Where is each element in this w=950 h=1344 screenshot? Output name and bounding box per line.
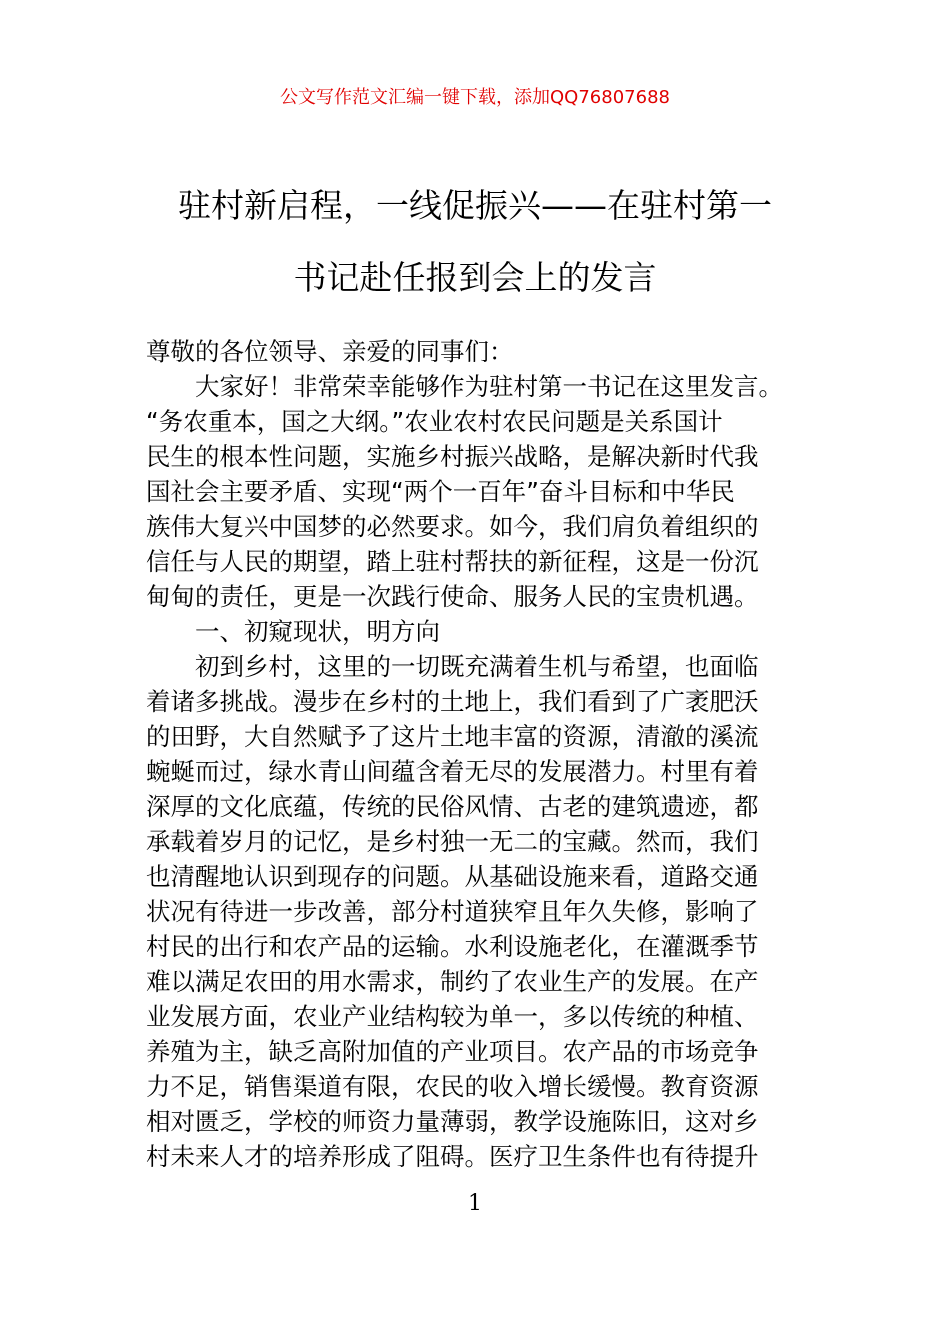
body-line: 大家好！非常荣幸能够作为驻村第一书记在这里发言。 [195,372,783,401]
section-heading: 一、初窥现状，明方向 [195,617,440,646]
body-line: 的田野，大自然赋予了这片土地丰富的资源，清澈的溪流 [146,722,759,751]
body-line: 也清醒地认识到现存的问题。从基础设施来看，道路交通 [146,862,759,891]
body-line: 村未来人才的培养形成了阻碍。医疗卫生条件也有待提升 [146,1142,759,1171]
body-line: 信任与人民的期望，踏上驻村帮扶的新征程，这是一份沉 [146,547,759,576]
page-number: 1 [468,1191,482,1216]
body-line: 承载着岁月的记忆，是乡村独一无二的宝藏。然而，我们 [146,827,759,856]
header-note: 公文写作范文汇编一键下载，添加QQ76807688 [280,87,670,108]
body-line: 相对匮乏，学校的师资力量薄弱，教学设施陈旧，这对乡 [146,1107,759,1136]
body-line: 业发展方面，农业产业结构较为单一，多以传统的种植、 [146,1002,759,1031]
body-line: 族伟大复兴中国梦的必然要求。如今，我们肩负着组织的 [146,512,759,541]
document-body [146,334,806,1174]
body-line: 着诸多挑战。漫步在乡村的土地上，我们看到了广袤肥沃 [146,687,759,716]
body-line: 深厚的文化底蕴，传统的民俗风情、古老的建筑遗迹，都 [146,792,759,821]
body-line: 养殖为主，缺乏高附加值的产业项目。农产品的市场竞争 [146,1037,759,1066]
salutation: 尊敬的各位领导、亲爱的同事们： [146,337,514,366]
title-line-2: 书记赴任报到会上的发言 [293,258,657,297]
body-line: 蜿蜒而过，绿水青山间蕴含着无尽的发展潜力。村里有着 [146,757,759,786]
body-line: 民生的根本性问题，实施乡村振兴战略，是解决新时代我 [146,442,759,471]
body-line: 力不足，销售渠道有限，农民的收入增长缓慢。教育资源 [146,1072,759,1101]
body-line: “务农重本，国之大纲。”农业农村农民问题是关系国计 [146,407,723,436]
body-line: 村民的出行和农产品的运输。水利设施老化，在灌溉季节 [146,932,759,961]
body-line: 国社会主要矛盾、实现“两个一百年”奋斗目标和中华民 [146,477,735,506]
document-title [0,170,950,314]
title-line-1: 驻村新启程，一线促振兴——在驻村第一 [178,186,772,225]
body-line: 初到乡村，这里的一切既充满着生机与希望，也面临 [195,652,759,681]
body-line: 甸甸的责任，更是一次践行使命、服务人民的宝贵机遇。 [146,582,759,611]
body-line: 状况有待进一步改善，部分村道狭窄且年久失修，影响了 [146,897,759,926]
body-line: 难以满足农田的用水需求，制约了农业生产的发展。在产 [146,967,759,996]
